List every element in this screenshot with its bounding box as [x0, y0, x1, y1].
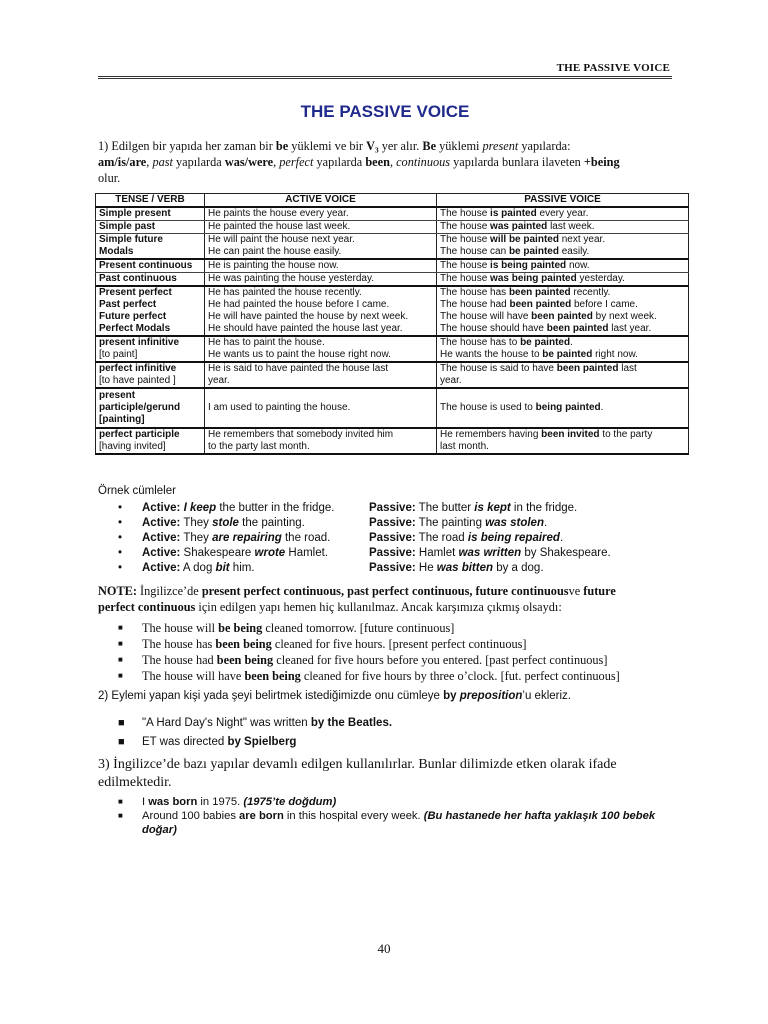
- active-label: Active:: [142, 532, 181, 544]
- example-text: the butter in the fridge.: [216, 502, 335, 514]
- passive-text: to the party: [599, 429, 653, 440]
- note-text: İngilizce’de: [136, 584, 202, 598]
- list-item: [118, 795, 678, 809]
- intro-bold: was/were: [224, 155, 274, 169]
- example-text: A dog: [180, 562, 216, 574]
- passive-text: every year.: [536, 208, 589, 219]
- passive-text: The house had: [440, 299, 510, 310]
- tense-cell: [having invited]: [96, 441, 205, 454]
- intro-bold: V₃: [366, 139, 379, 153]
- note-example-text: The house has: [142, 637, 216, 651]
- note-example-verb: been being: [215, 637, 272, 651]
- intro-text: yüklemi: [436, 139, 483, 153]
- tense-cell: Past perfect: [96, 299, 205, 311]
- passive-verb: been painted: [509, 299, 572, 310]
- by-example-text: ET was directed: [142, 736, 228, 748]
- passive-text: recently.: [570, 287, 611, 298]
- by-example: [142, 714, 392, 733]
- active-cell: He will have painted the house by next week.: [205, 311, 437, 323]
- square-bullet-icon: ■: [118, 671, 123, 680]
- intro-paragraph: [98, 138, 678, 186]
- example-text: by a dog.: [493, 562, 544, 574]
- example-text: the road.: [281, 532, 331, 544]
- intro-text: ,: [146, 155, 153, 169]
- bullet-icon: •: [118, 547, 123, 559]
- table-row: [96, 441, 689, 454]
- active-cell: He should have painted the house last year.: [205, 323, 437, 336]
- list-item: [118, 809, 678, 837]
- passive-text: now.: [566, 260, 590, 271]
- bullet-icon: •: [118, 532, 123, 544]
- example-text: They: [180, 517, 213, 529]
- born-verb: are born: [239, 810, 284, 822]
- passive-cell: [437, 273, 689, 287]
- header-rule: [98, 76, 672, 79]
- tense-cell: Simple present: [96, 207, 205, 221]
- example-text: Hamlet.: [285, 547, 329, 559]
- passive-text: year.: [440, 375, 462, 386]
- passive-verb: was painted: [490, 221, 548, 232]
- note-examples: [118, 620, 678, 684]
- list-item: [118, 531, 678, 546]
- passive-cell: [437, 286, 689, 299]
- by-examples: [118, 714, 678, 752]
- passive-text: last year.: [608, 323, 652, 334]
- born-translation: (Bu hastanede her hafta yaklaşık 100 bebek doğar): [142, 810, 656, 836]
- born-examples: [118, 795, 678, 837]
- active-cell: He will paint the house next year.: [205, 234, 437, 247]
- active-cell: He is said to have painted the house last: [205, 362, 437, 375]
- example-text: .: [543, 517, 548, 529]
- intro-italic: present: [482, 139, 519, 153]
- list-item: [118, 516, 678, 531]
- tense-cell: Past continuous: [96, 273, 205, 287]
- passive-text: .: [570, 337, 573, 348]
- born-translation: (1975’te doğdum): [243, 796, 337, 808]
- example-text: The painting: [415, 517, 486, 529]
- active-example: [142, 516, 369, 531]
- example-text: the painting.: [238, 517, 305, 529]
- passive-cell: [437, 428, 689, 441]
- passive-cell: [437, 311, 689, 323]
- passive-text: The house has to: [440, 337, 521, 348]
- examples-label: Örnek cümleler: [98, 485, 176, 497]
- passive-verb: be painted: [508, 246, 559, 257]
- passive-text: He remembers having: [440, 429, 542, 440]
- example-verb: is kept: [474, 502, 511, 514]
- note-example-text: The house had: [142, 653, 217, 667]
- active-cell: He was painting the house yesterday.: [205, 273, 437, 287]
- table-header-row: [96, 194, 689, 208]
- passive-text: The house will have: [440, 311, 532, 322]
- active-label: Active:: [142, 502, 181, 514]
- list-item: [118, 546, 678, 561]
- active-cell: He remembers that somebody invited him: [205, 428, 437, 441]
- intro-text: yapılarda: [313, 155, 366, 169]
- passive-cell: [437, 349, 689, 362]
- example-verb: I keep: [183, 502, 217, 514]
- active-cell: He is painting the house now.: [205, 259, 437, 273]
- tense-cell: present participle/gerund [painting]: [96, 388, 205, 428]
- note-example: [142, 636, 527, 652]
- table-row: [96, 375, 689, 388]
- example-verb: stole: [212, 517, 239, 529]
- intro-italic: continuous: [396, 155, 451, 169]
- passive-text: last: [618, 363, 637, 374]
- passive-text: last week.: [547, 221, 595, 232]
- passive-text: The house: [440, 273, 491, 284]
- passive-example: [369, 531, 563, 546]
- passive-text: The house: [440, 234, 491, 245]
- active-label: Active:: [142, 547, 181, 559]
- passive-cell: [437, 234, 689, 247]
- note-example-text: cleaned for five hours by three o’clock. [fut. perfect continuous]: [300, 669, 620, 683]
- example-text: Shakespeare: [180, 547, 255, 559]
- example-text: him.: [229, 562, 255, 574]
- note-bold: future: [583, 584, 616, 598]
- table-row: [96, 362, 689, 375]
- example-verb: are repairing: [212, 532, 282, 544]
- passive-text: The house is used to: [440, 402, 536, 413]
- intro-text: yüklemi ve bir: [288, 139, 367, 153]
- example-verb: was written: [458, 547, 522, 559]
- table-row: [96, 323, 689, 336]
- passive-cell: [437, 388, 689, 428]
- intro-text: 1) Edilgen bir yapıda her zaman bir: [98, 139, 276, 153]
- born-text: I: [142, 796, 149, 808]
- by-example-agent: by the Beatles.: [310, 717, 393, 729]
- note-bold: present perfect continuous, past perfect continuous, future continuous: [201, 584, 569, 598]
- by-bold: by: [443, 690, 457, 702]
- header-active: ACTIVE VOICE: [205, 194, 437, 208]
- intro-text: yapılarda: [172, 155, 225, 169]
- active-example: [142, 546, 369, 561]
- list-item: [118, 501, 678, 516]
- passive-cell: [437, 441, 689, 454]
- table-row: [96, 286, 689, 299]
- passive-verb: will be painted: [490, 234, 559, 245]
- passive-label: Passive:: [369, 547, 416, 559]
- bullet-icon: •: [118, 562, 123, 574]
- intro-italic: past: [152, 155, 173, 169]
- note-example: [142, 620, 454, 636]
- tense-cell: Future perfect: [96, 311, 205, 323]
- square-bullet-icon: ■: [118, 639, 123, 648]
- table-row: [96, 336, 689, 349]
- by-example: [142, 733, 296, 752]
- by-italic: preposition: [459, 690, 523, 702]
- example-verb: was bitten: [436, 562, 494, 574]
- active-cell: He has painted the house recently.: [205, 286, 437, 299]
- passive-example: [369, 561, 544, 576]
- passive-text: The house: [440, 221, 491, 232]
- tense-table: [95, 193, 689, 455]
- table-row: [96, 311, 689, 323]
- active-example: [142, 501, 369, 516]
- intro-bold: been: [365, 155, 390, 169]
- running-header: THE PASSIVE VOICE: [556, 62, 670, 74]
- passive-text: The house: [440, 208, 491, 219]
- table-row: [96, 234, 689, 247]
- square-bullet-icon: ■: [118, 736, 125, 748]
- passive-verb: been painted: [546, 323, 609, 334]
- intro-bold: Be: [422, 139, 437, 153]
- tense-cell: Simple future: [96, 234, 205, 247]
- passive-text: He wants the house to: [440, 349, 543, 360]
- page-number: 40: [377, 941, 391, 956]
- passive-cell: [437, 246, 689, 259]
- example-verb: bit: [215, 562, 230, 574]
- by-example-agent: by Spielberg: [227, 736, 297, 748]
- passive-verb: been invited: [541, 429, 600, 440]
- passive-verb: was being painted: [490, 273, 577, 284]
- note-example-text: cleaned for five hours. [present perfect continuous]: [271, 637, 527, 651]
- passive-verb: is painted: [490, 208, 537, 219]
- intro-text: olur.: [98, 171, 121, 185]
- passive-label: Passive:: [369, 502, 416, 514]
- passive-cell: [437, 336, 689, 349]
- table-row: [96, 221, 689, 234]
- table-row: [96, 388, 689, 428]
- by-example-text: "A Hard Day's Night" was written: [142, 717, 311, 729]
- passive-text: The house has: [440, 287, 509, 298]
- example-text: The road: [415, 532, 468, 544]
- tense-cell: [to paint]: [96, 349, 205, 362]
- table-row: [96, 273, 689, 287]
- note-example-text: The house will: [142, 621, 219, 635]
- active-example: [142, 531, 369, 546]
- note-example-verb: been being: [216, 653, 274, 667]
- passive-label: Passive:: [369, 517, 416, 529]
- active-cell: to the party last month.: [205, 441, 437, 454]
- passive-verb: be painted: [542, 349, 593, 360]
- passive-cell: [437, 375, 689, 388]
- active-label: Active:: [142, 517, 181, 529]
- page-title: THE PASSIVE VOICE: [300, 102, 470, 121]
- born-text: Around 100 babies: [142, 810, 240, 822]
- passive-cell: [437, 259, 689, 273]
- passive-verb: been painted: [508, 287, 571, 298]
- passive-cell: [437, 207, 689, 221]
- square-bullet-icon: ■: [118, 655, 123, 664]
- passive-label: Passive:: [369, 562, 416, 574]
- intro-text: yapılarda:: [518, 139, 571, 153]
- note-text: ve: [568, 584, 584, 598]
- note-example-verb: be being: [218, 621, 263, 635]
- note-example: [142, 668, 620, 684]
- list-item: [118, 714, 678, 733]
- table-row: [96, 428, 689, 441]
- passive-text: The house should have: [440, 323, 547, 334]
- by-paragraph: [98, 690, 672, 702]
- table-row: [96, 259, 689, 273]
- example-text: in the fridge.: [510, 502, 578, 514]
- always-passive-paragraph: 3) İngilizce’de bazı yapılar devamlı edilgen kullanılırlar. Bunlar dilimizde etken olarak ifade edilmektedir.: [98, 757, 617, 790]
- by-text: ’u ekleriz.: [522, 690, 571, 702]
- passive-verb: been painted: [556, 363, 619, 374]
- passive-example: [369, 501, 577, 516]
- passive-verb: been painted: [531, 311, 593, 322]
- passive-text: .: [600, 402, 604, 413]
- passive-example: [369, 546, 611, 561]
- passive-text: The house: [440, 260, 491, 271]
- examples-list: [118, 501, 678, 576]
- note-example-text: cleaned tomorrow. [future continuous]: [262, 621, 455, 635]
- list-item: [118, 561, 678, 576]
- bullet-icon: •: [118, 517, 123, 529]
- active-cell: He wants us to paint the house right now.: [205, 349, 437, 362]
- passive-text: by next week.: [592, 311, 657, 322]
- intro-bold: +being: [583, 155, 620, 169]
- passive-verb: is being painted: [490, 260, 567, 271]
- example-verb: wrote: [254, 547, 286, 559]
- passive-cell: [437, 221, 689, 234]
- note-label: NOTE:: [98, 584, 137, 598]
- example-verb: was stolen: [485, 517, 544, 529]
- example-text: He: [415, 562, 437, 574]
- table-row: [96, 207, 689, 221]
- list-item: [118, 620, 678, 636]
- table-row: [96, 349, 689, 362]
- tense-cell: Simple past: [96, 221, 205, 234]
- example-text: They: [180, 532, 213, 544]
- passive-text: The house is said to have: [440, 363, 557, 374]
- passive-label: Passive:: [369, 532, 416, 544]
- list-item: [118, 652, 678, 668]
- table-row: [96, 246, 689, 259]
- list-item: [118, 668, 678, 684]
- example-text: by Shakespeare.: [521, 547, 611, 559]
- passive-verb: being painted: [535, 402, 601, 413]
- tense-cell: Modals: [96, 246, 205, 259]
- active-cell: I am used to painting the house.: [205, 388, 437, 428]
- tense-cell: present infinitive: [96, 336, 205, 349]
- tense-cell: Perfect Modals: [96, 323, 205, 336]
- passive-text: The house can: [440, 246, 509, 257]
- intro-bold: be: [275, 139, 289, 153]
- example-text: The butter: [415, 502, 475, 514]
- born-text: in this hospital every week.: [283, 810, 424, 822]
- square-bullet-icon: ■: [118, 717, 125, 729]
- square-bullet-icon: ■: [118, 797, 123, 806]
- example-text: Hamlet: [415, 547, 459, 559]
- note-example: [142, 652, 607, 668]
- passive-text: next year.: [558, 234, 606, 245]
- header-passive: PASSIVE VOICE: [437, 194, 689, 208]
- note-bold: perfect continuous: [98, 600, 196, 614]
- active-label: Active:: [142, 562, 181, 574]
- tense-cell: perfect participle: [96, 428, 205, 441]
- passive-text: last month.: [440, 441, 489, 452]
- intro-text: ,: [389, 155, 397, 169]
- header-tense: TENSE / VERB: [96, 194, 205, 208]
- note-text: için edilgen yapı hemen hiç kullanılmaz. Ancak karşımıza çıkmış olsaydı:: [195, 600, 562, 614]
- born-verb: was born: [148, 796, 198, 808]
- square-bullet-icon: ■: [118, 811, 123, 820]
- active-cell: He had painted the house before I came.: [205, 299, 437, 311]
- passive-cell: [437, 299, 689, 311]
- born-example: [142, 809, 662, 837]
- intro-bold: am/is/are: [98, 155, 147, 169]
- note-example-text: cleaned for five hours before you entered. [past perfect continuous]: [273, 653, 608, 667]
- note-example-verb: been being: [244, 669, 301, 683]
- example-text: .: [559, 532, 564, 544]
- passive-verb: be painted: [520, 337, 571, 348]
- example-verb: is being repaired: [467, 532, 560, 544]
- active-example: [142, 561, 369, 576]
- passive-text: right now.: [592, 349, 638, 360]
- by-text: 2) Eylemi yapan kişi yada şeyi belirtmek istediğimizde onu cümleye: [98, 690, 444, 702]
- intro-text: yer alır.: [378, 139, 423, 153]
- table-row: [96, 299, 689, 311]
- born-text: in 1975.: [197, 796, 244, 808]
- list-item: [118, 636, 678, 652]
- tense-cell: [to have painted ]: [96, 375, 205, 388]
- passive-cell: [437, 323, 689, 336]
- note-paragraph: [98, 583, 672, 615]
- intro-italic: perfect: [279, 155, 314, 169]
- intro-text: yapılarda bunlara ilaveten: [450, 155, 584, 169]
- active-cell: He has to paint the house.: [205, 336, 437, 349]
- list-item: [118, 733, 678, 752]
- passive-text: easily.: [558, 246, 590, 257]
- note-example-text: The house will have: [142, 669, 245, 683]
- passive-example: [369, 516, 547, 531]
- born-example: [142, 795, 662, 809]
- tense-cell: perfect infinitive: [96, 362, 205, 375]
- active-cell: He painted the house last week.: [205, 221, 437, 234]
- passive-text: yesterday.: [576, 273, 625, 284]
- passive-cell: [437, 362, 689, 375]
- tense-cell: Present continuous: [96, 259, 205, 273]
- square-bullet-icon: ■: [118, 623, 123, 632]
- active-cell: He can paint the house easily.: [205, 246, 437, 259]
- active-cell: He paints the house every year.: [205, 207, 437, 221]
- passive-text: before I came.: [571, 299, 638, 310]
- intro-text: ,: [273, 155, 280, 169]
- bullet-icon: •: [118, 502, 123, 514]
- tense-cell: Present perfect: [96, 286, 205, 299]
- active-cell: year.: [205, 375, 437, 388]
